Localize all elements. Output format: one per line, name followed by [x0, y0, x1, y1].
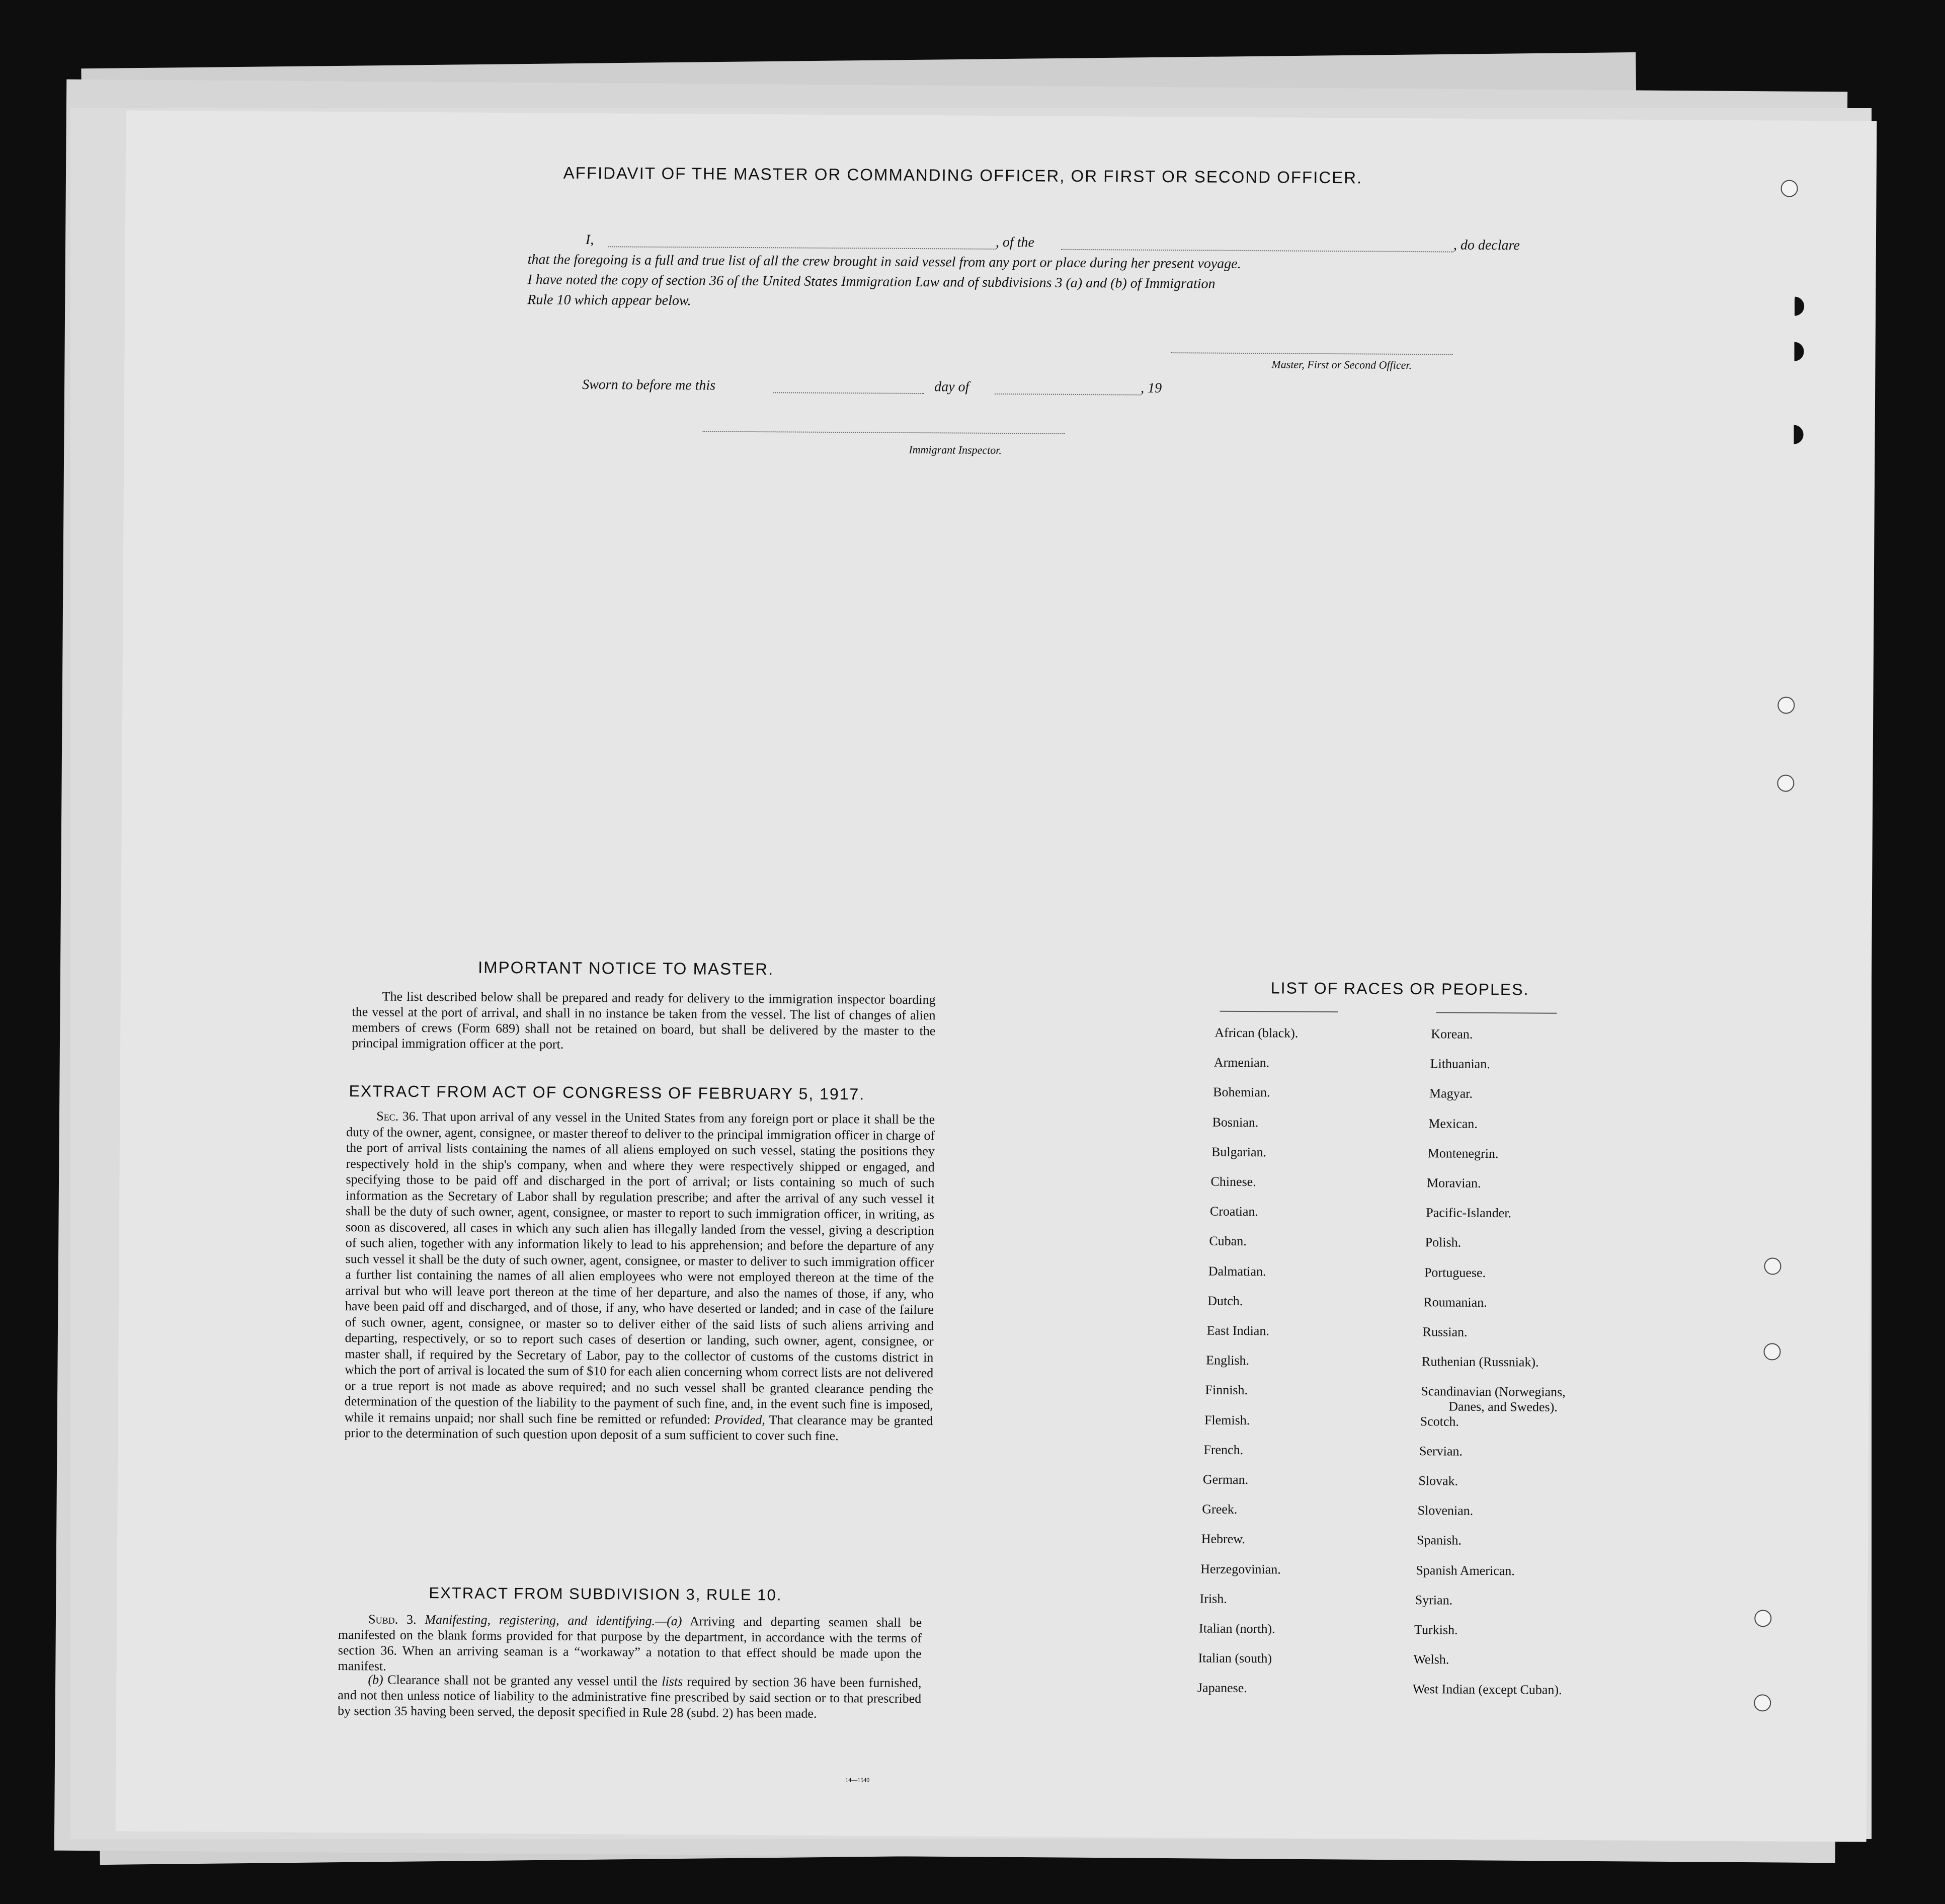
- race-item: French.: [1203, 1442, 1244, 1457]
- race-item: Korean.: [1431, 1026, 1473, 1042]
- race-item: Polish.: [1425, 1235, 1462, 1250]
- binder-hole: [1785, 297, 1804, 316]
- rule-extract-title: EXTRACT FROM SUBDIVISION 3, RULE 10.: [429, 1584, 782, 1604]
- affidavit-of-the-label: , of the: [995, 234, 1035, 251]
- affidavit-declare-label: , do declare: [1453, 237, 1520, 254]
- race-item: Servian.: [1419, 1443, 1463, 1459]
- race-item: Pacific-Islander.: [1426, 1205, 1512, 1221]
- binder-hole: [1754, 1610, 1771, 1627]
- subd-a-body: Arriving and departing seamen shall be manifested on the blank forms provided for that purpose by the department, in accordance with the terms of section 36. When an arriving seaman is a “workaway” a notation to that effect should be made upon the manifest.: [338, 1614, 922, 1674]
- race-item: Spanish.: [1416, 1533, 1462, 1548]
- race-item: Montenegrin.: [1427, 1146, 1499, 1161]
- subdivision-3a-text: [338, 1611, 922, 1677]
- races-divider-right: [1436, 1012, 1557, 1013]
- races-title: LIST OF RACES OR PEOPLES.: [1270, 979, 1529, 999]
- binder-hole: [1780, 180, 1798, 197]
- race-item: Turkish.: [1414, 1622, 1458, 1637]
- race-item: Flemish.: [1204, 1412, 1250, 1427]
- inspector-label: Immigrant Inspector.: [909, 443, 1002, 457]
- binder-hole: [1754, 1694, 1771, 1711]
- race-item: English.: [1206, 1353, 1250, 1368]
- race-item: Irish.: [1199, 1591, 1227, 1606]
- race-item: Dutch.: [1207, 1293, 1243, 1308]
- section-36-body: That upon arrival of any vessel in the United States from any foreign port or place it shall be the duty of the owner, agent, consignee, or master thereof to deliver to the principal immigration officer in charge of the port of arrival lists containing the names of all aliens employed on such vessel, stating the positions they respectively hold in the ship's company, when and where they were respectively shipped or engaged, and specifying those to be paid off and discharged in the port of arrival; or lists containing so much of such information as the Secretary of Labor shall by regulation prescribe; and after the arrival of any such vessel it shall be the duty of such owner, agent, consignee, or master to report to such immigration officer, in writing, as soon as discovered, all cases in which any such alien has illegally landed from the vessel, giving a description of such alien, together with any information likely to lead to his apprehension; and before the departure of any such vessel it shall be the duty of such owner, agent, consignee, or master to deliver to such immigration officer a further list containing the names of all alien employees who were not employed thereon at the time of the arrival but who will leave port thereon at the time of her departure, and also the names of those, if any, who have been paid off and discharged, and of those, if any, who have deserted or landed; and in case of the failure of such owner, agent, consignee, or master so to deliver either of the said lists of such aliens arriving and departing, respectively, or so to report such cases of desertion or landing, such owner, agent, consignee, or master shall, if required by the Secretary of Labor, pay to the collector of customs of the customs district in which the port of arrival is located the sum of $10 for each alien concerning whom correct lists are not delivered or a true report is not made as above required; and no such vessel shall be granted clearance pending the determination of the question of the liability to the payment of such fine, and, in the event such fine is imposed, while it remains unpaid; nor shall such fine be remitted or refunded:: [344, 1109, 935, 1427]
- manifest-page: [116, 110, 1877, 1842]
- race-item: Herzegovinian.: [1200, 1561, 1281, 1577]
- binder-hole: [1785, 342, 1804, 361]
- binder-hole: [1784, 425, 1803, 444]
- sworn-label: Sworn to before me this: [582, 376, 716, 393]
- subd-b-body-1: Clearance shall not be granted any vessel until the: [387, 1672, 658, 1689]
- binder-hole: [1777, 774, 1794, 791]
- subd-b-body-2: required by section 36 have been furnished, and not then unless notice of liability to the administrative fine prescribed by said section or to that prescribed by section 35 having been served, the deposit specified in Rule 28 (subd. 2) has been made.: [337, 1674, 922, 1721]
- race-item: Spanish American.: [1416, 1562, 1515, 1578]
- provided-label: Provided,: [714, 1412, 766, 1427]
- race-item: Chinese.: [1210, 1174, 1256, 1189]
- race-item: Dalmatian.: [1208, 1263, 1266, 1279]
- race-item-continuation: Danes, and Swedes).: [1448, 1399, 1558, 1415]
- race-item: Cuban.: [1209, 1233, 1247, 1249]
- day-of-label: day of: [934, 379, 969, 395]
- affidavit-line-4: Rule 10 which appear below.: [527, 292, 691, 309]
- race-item: Welsh.: [1413, 1652, 1449, 1667]
- affidavit-title: AFFIDAVIT OF THE MASTER OR COMMANDING OFFICER, OR FIRST OR SECOND OFFICER.: [563, 163, 1363, 187]
- binder-hole: [1763, 1343, 1780, 1360]
- notice-title: IMPORTANT NOTICE TO MASTER.: [477, 958, 774, 979]
- master-signature-label: Master, First or Second Officer.: [1271, 358, 1412, 372]
- race-item: Scandinavian (Norwegians,: [1421, 1384, 1566, 1400]
- race-item: Bohemian.: [1213, 1085, 1270, 1100]
- subd-label: Subd. 3.: [368, 1612, 417, 1627]
- month-blank: [995, 393, 1141, 395]
- race-item: Italian (south): [1198, 1650, 1272, 1666]
- subd-heading: Manifesting, registering, and identifying.—(a): [425, 1612, 682, 1629]
- race-item: Japanese.: [1197, 1680, 1247, 1696]
- race-item: Magyar.: [1429, 1086, 1473, 1101]
- section-36-text: [344, 1108, 935, 1445]
- race-item: Greek.: [1202, 1501, 1238, 1517]
- race-item: Slovak.: [1418, 1473, 1458, 1488]
- section-label: Sec. 36.: [376, 1108, 419, 1124]
- race-item: Bosnian.: [1212, 1115, 1259, 1130]
- race-item: Mexican.: [1428, 1116, 1478, 1131]
- race-item: Bulgarian.: [1211, 1144, 1267, 1160]
- inspector-signature-line: [703, 431, 1065, 434]
- race-item: Armenian.: [1213, 1055, 1270, 1070]
- affidavit-line-2: that the foregoing is a full and true list of all the crew brought in said vessel from any port or place during her present voyage.: [527, 252, 1241, 272]
- form-number: 14—1540: [845, 1776, 870, 1784]
- race-item: Croatian.: [1209, 1204, 1259, 1219]
- subd-b-label: (b): [368, 1672, 383, 1687]
- race-item: Slovenian.: [1417, 1503, 1474, 1518]
- race-item: Hebrew.: [1201, 1531, 1245, 1547]
- race-item: Italian (north).: [1199, 1621, 1275, 1636]
- race-item: Scotch.: [1420, 1413, 1460, 1429]
- master-signature-line: [1171, 352, 1453, 355]
- name-blank: [608, 246, 996, 250]
- race-item: Finnish.: [1205, 1382, 1248, 1398]
- vessel-blank: [1061, 249, 1453, 253]
- race-item: Roumanian.: [1423, 1294, 1487, 1310]
- affidavit-i-label: I,: [585, 231, 594, 248]
- race-item: Lithuanian.: [1430, 1056, 1490, 1072]
- race-item: Ruthenian (Russniak).: [1421, 1354, 1539, 1370]
- subdivision-3b-text: [338, 1672, 922, 1722]
- binder-hole: [1764, 1257, 1781, 1275]
- subd-b-lists: lists: [662, 1674, 683, 1689]
- year-label: , 19: [1141, 380, 1162, 396]
- section-36-tail: That clearance may be granted prior to the determination of such question upon deposit of a sum sufficient to cover such fine.: [344, 1412, 933, 1444]
- binder-hole: [1777, 696, 1795, 713]
- race-item: Syrian.: [1415, 1592, 1453, 1608]
- affidavit-line-3: I have noted the copy of section 36 of the United States Immigration Law and of subdivisions 3 (a) and (b) of Immigration: [527, 272, 1215, 292]
- races-divider-left: [1220, 1011, 1338, 1012]
- race-item: West Indian (except Cuban).: [1412, 1682, 1562, 1698]
- day-blank: [773, 392, 924, 394]
- notice-text: The list described below shall be prepared and ready for delivery to the immigration inspector boarding the vessel at the port of arrival, and shall in no instance be taken from the vessel. The list of changes of alien members of crews (Form 689) shall not be retained on board, but shall be delivered by the master to the principal immigration officer at the port.: [352, 989, 936, 1052]
- race-item: African (black).: [1214, 1025, 1299, 1041]
- race-item: Russian.: [1422, 1324, 1468, 1339]
- race-item: German.: [1202, 1472, 1249, 1487]
- race-item: Moravian.: [1426, 1175, 1481, 1191]
- race-item: Portuguese.: [1424, 1264, 1486, 1280]
- act-extract-title: EXTRACT FROM ACT OF CONGRESS OF FEBRUARY 5, 1917.: [349, 1082, 865, 1103]
- race-item: East Indian.: [1206, 1323, 1269, 1338]
